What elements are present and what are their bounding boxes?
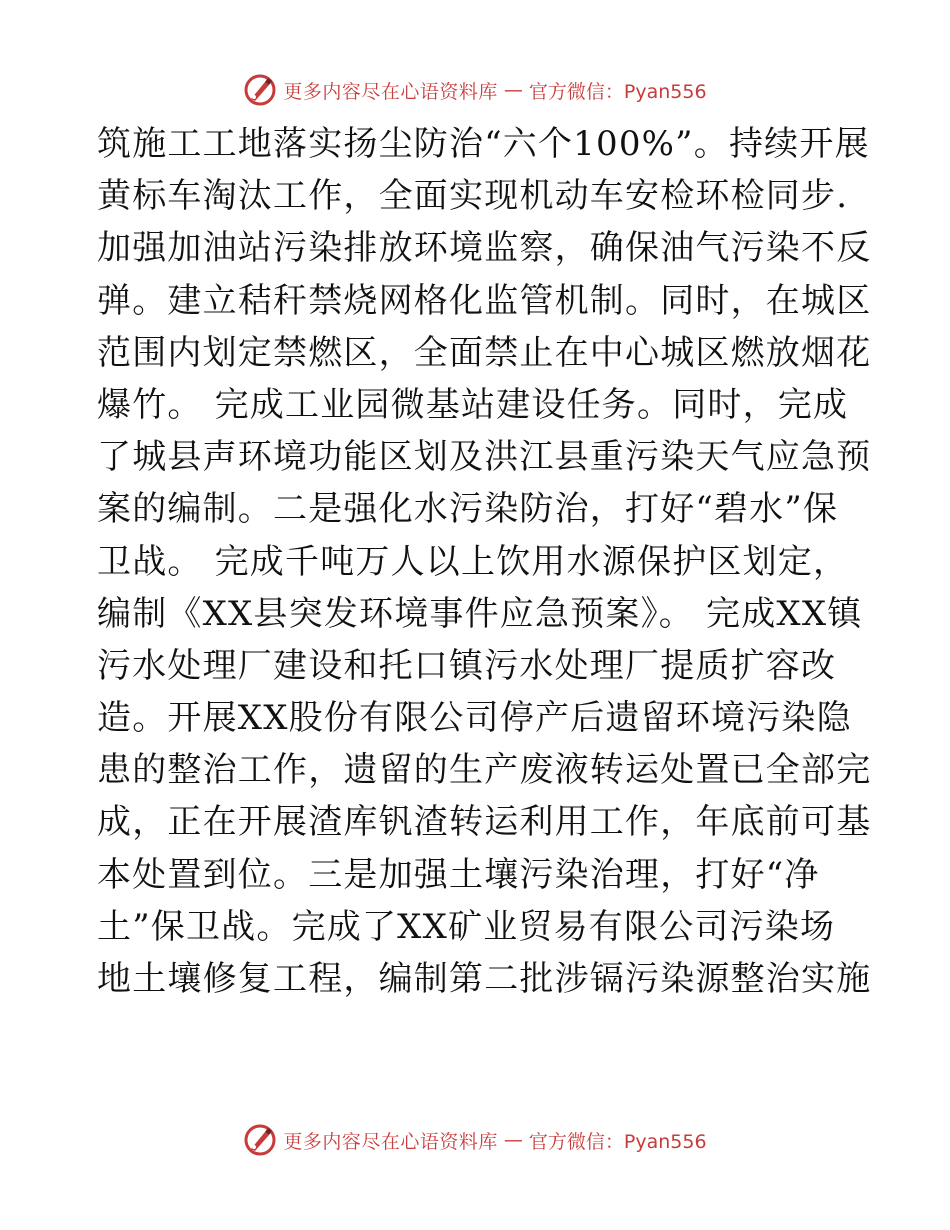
header-watermark (0, 72, 950, 108)
body-line: 筑施工工地落实扬尘防治“六个100%”。持续开展 (97, 124, 870, 164)
body-line: 污水处理厂建设和托口镇污水处理厂提质扩容改 (97, 645, 837, 686)
body-line: 卫战。 完成千吨万人以上饮用水源保护区划定， (97, 541, 849, 582)
watermark-dash: — (503, 1129, 523, 1151)
body-line: 了城县声环境功能区划及洪江县重污染天气应急预 (97, 437, 872, 478)
body-line: 弹。建立秸秆禁烧网格化监管机制。同时，在城区 (97, 280, 872, 321)
brand-logo-icon (243, 1123, 277, 1157)
brand-logo-icon (243, 73, 277, 107)
body-line: 黄标车淘汰工作，全面实现机动车安检环检同步. (97, 176, 849, 217)
body-line: 编制《XX县突发环境事件应急预案》。 完成XX镇 (97, 593, 863, 634)
document-body (97, 118, 872, 1005)
watermark-text: 更多内容尽在心语资料库 (283, 80, 498, 103)
body-line: 土”保卫战。完成了XX矿业贸易有限公司污染场 (97, 906, 836, 947)
body-line: 造。开展XX股份有限公司停产后遗留环境污染隐 (97, 698, 852, 739)
body-line: 案的编制。二是强化水污染防治，打好“碧水”保 (97, 489, 839, 530)
body-line: 爆竹。 完成工业园微基站建设任务。同时，完成 (97, 384, 849, 425)
body-line: 本处置到位。三是加强土壤污染治理，打好“净 (97, 854, 820, 895)
watermark-text: 更多内容尽在心语资料库 (283, 1130, 498, 1153)
watermark-dash: — (503, 79, 523, 101)
watermark-contact: 官方微信：Pyan556 (528, 80, 707, 103)
body-line: 患的整治工作，遗留的生产废液转运处置已全部完 (97, 750, 872, 791)
body-line: 范围内划定禁燃区，全面禁止在中心城区燃放烟花 (97, 332, 872, 373)
body-line: 地土壤修复工程，编制第二批涉镉污染源整治实施 (97, 959, 872, 999)
watermark-contact: 官方微信：Pyan556 (528, 1130, 707, 1153)
body-line: 成，正在开展渣库钒渣转运利用工作，年底前可基 (97, 802, 872, 843)
footer-watermark (0, 1122, 950, 1158)
body-line: 加强加油站污染排放环境监察，确保油气污染不反 (97, 228, 872, 269)
